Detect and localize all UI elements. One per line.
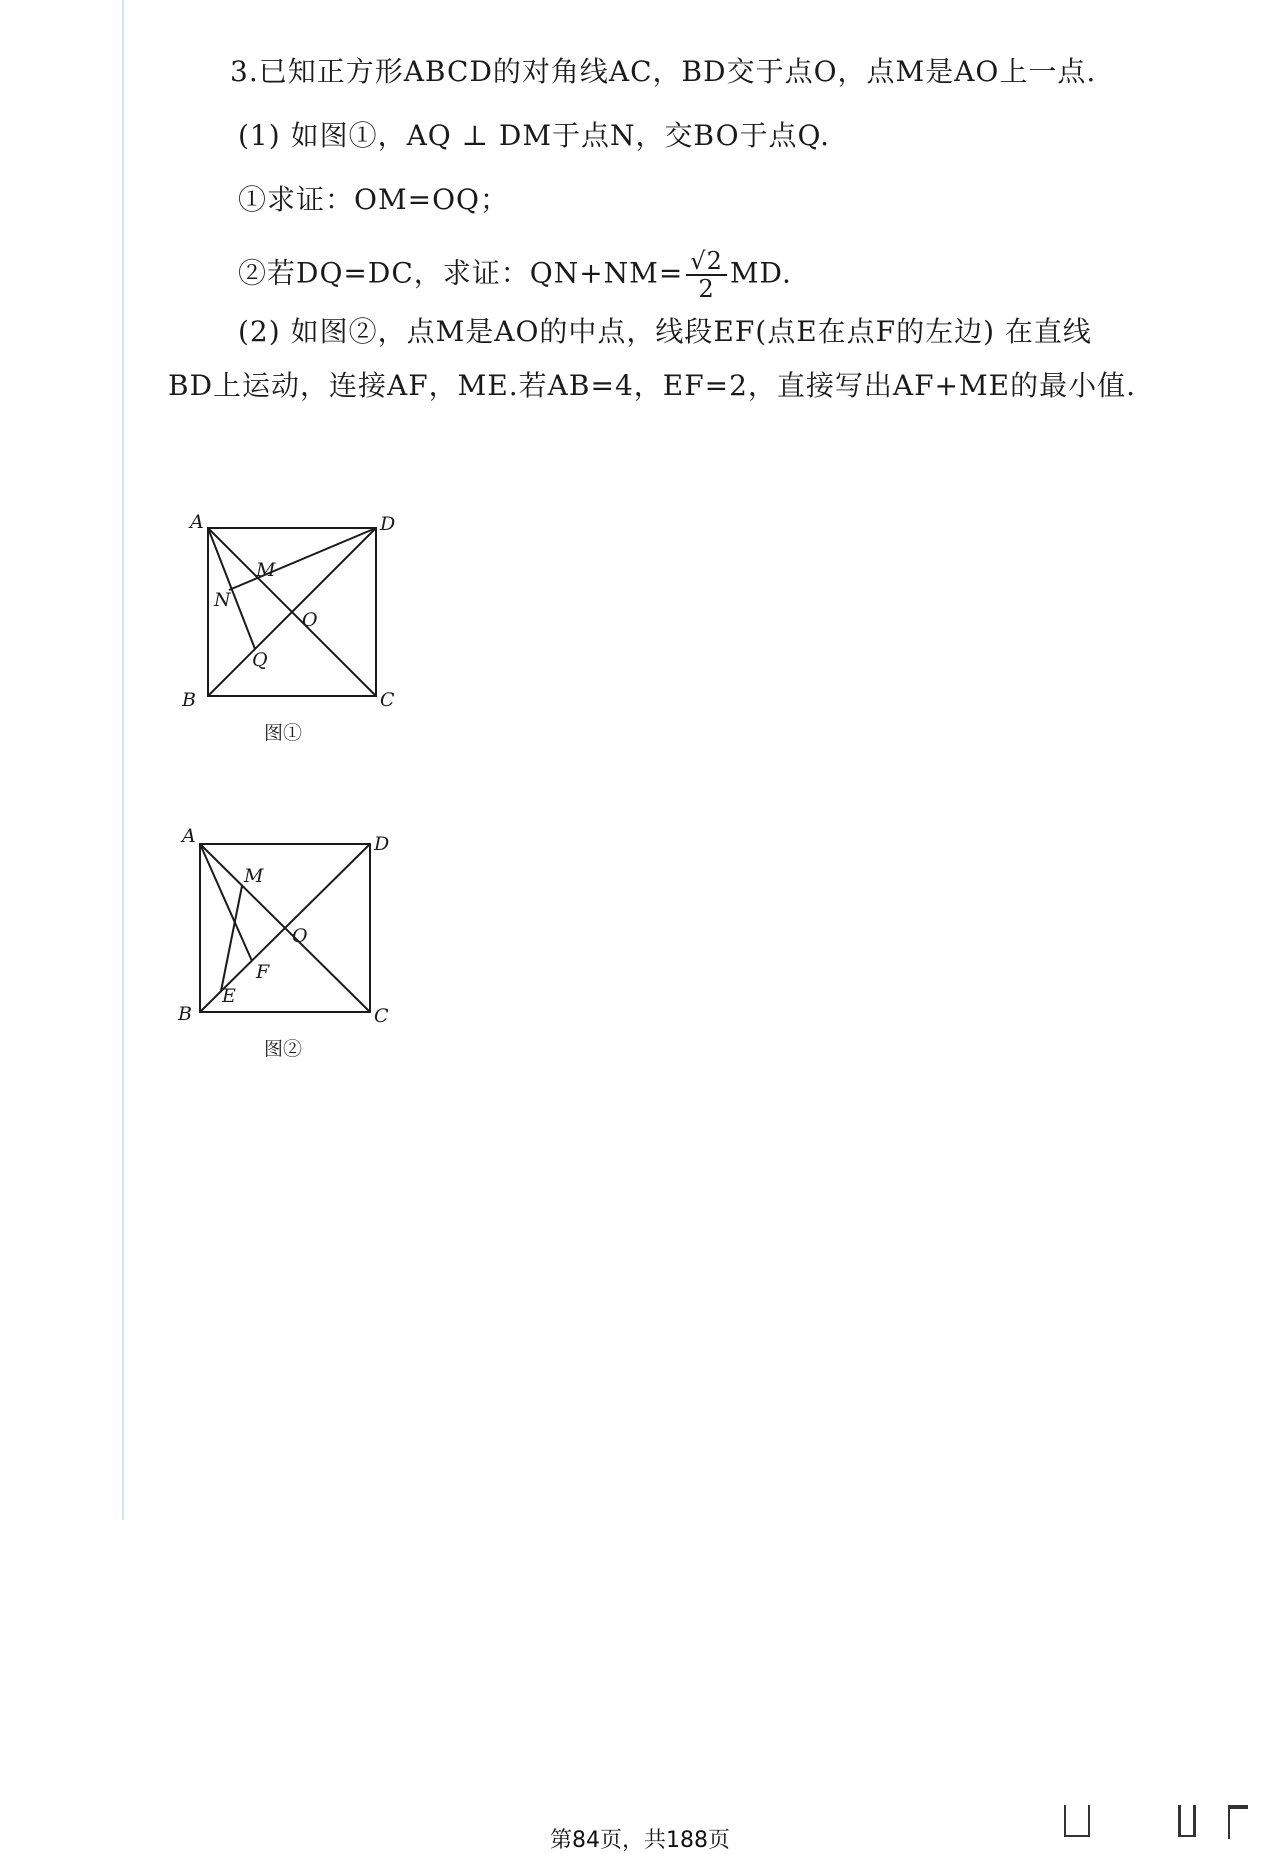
label-c: C	[374, 1005, 389, 1026]
label-e: E	[222, 985, 236, 1007]
figure-2-diagram	[170, 826, 410, 1026]
question2-tail: MD.	[729, 256, 792, 290]
part1-question2	[238, 248, 792, 302]
fraction-numerator: √2	[686, 248, 727, 276]
scan-mark	[1228, 1805, 1248, 1839]
sqrt2-over-2-fraction	[686, 248, 727, 302]
label-a: A	[190, 511, 204, 533]
scan-mark	[1064, 1805, 1090, 1837]
label-b: B	[178, 1003, 192, 1025]
label-d: D	[380, 513, 396, 535]
figure-1-diagram	[170, 510, 410, 710]
figure-2	[170, 826, 410, 1060]
scan-mark	[1178, 1805, 1196, 1837]
label-o: O	[302, 609, 318, 631]
part1-question1: ①求证：OM=OQ；	[238, 183, 509, 216]
part2-statement-cont: BD上运动，连接AF，ME.若AB=4，EF=2，直接写出AF+ME的最小值.	[168, 369, 1137, 402]
figure-2-caption: 图②	[264, 1038, 303, 1060]
label-m: M	[256, 559, 276, 581]
label-b: B	[182, 689, 196, 710]
label-d: D	[374, 833, 390, 855]
segment-dm	[229, 528, 376, 590]
label-q: Q	[252, 649, 268, 671]
fraction-denominator: 2	[698, 275, 715, 303]
page-margin-line	[122, 0, 124, 1520]
question2-lead: ②若DQ=DC，求证：QN+NM=	[238, 256, 684, 290]
label-f: F	[256, 961, 270, 983]
label-n: N	[214, 589, 231, 611]
segment-me	[221, 886, 242, 991]
label-c: C	[380, 689, 395, 710]
figure-1	[170, 510, 410, 744]
label-o: O	[292, 925, 308, 947]
page-number-footer: 第84页，共188页	[550, 1828, 730, 1853]
part1-statement: (1) 如图①，AQ ⊥ DM于点N，交BO于点Q.	[238, 119, 831, 152]
label-m: M	[244, 865, 264, 887]
problem-statement: 3.已知正方形ABCD的对角线AC，BD交于点O，点M是AO上一点.	[230, 55, 1097, 88]
part2-statement: (2) 如图②，点M是AO的中点，线段EF(点E在点F的左边) 在直线	[238, 315, 1092, 348]
figure-1-caption: 图①	[264, 722, 303, 744]
segment-af	[200, 844, 252, 961]
label-a: A	[182, 826, 196, 847]
